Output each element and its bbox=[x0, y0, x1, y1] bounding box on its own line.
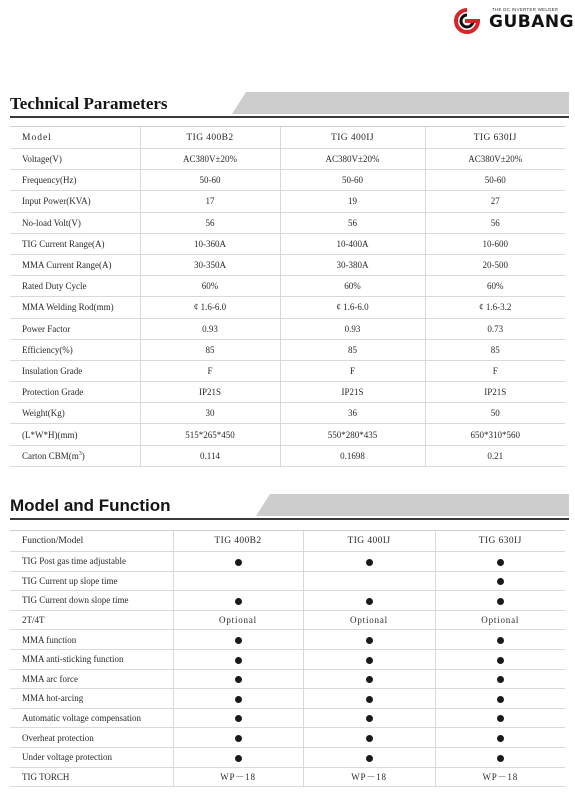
table-row bbox=[10, 610, 565, 630]
row-value: ¢ 1.6-6.0 bbox=[280, 297, 425, 318]
row-label: MMA hot-arcing bbox=[10, 689, 173, 709]
row-value: 50-60 bbox=[425, 170, 565, 191]
row-value bbox=[435, 571, 565, 591]
row-value bbox=[435, 708, 565, 728]
row-value: Optional bbox=[435, 610, 565, 630]
header-col: TIG 630IJ bbox=[425, 127, 565, 149]
row-label: 2T/4T bbox=[10, 610, 173, 630]
table-row bbox=[10, 424, 565, 445]
row-label: MMA Current Range(A) bbox=[10, 254, 140, 275]
feature-dot-icon bbox=[497, 559, 504, 566]
row-label: Input Power(KVA) bbox=[10, 191, 140, 212]
table-row bbox=[10, 689, 565, 709]
header-label: Function/Model bbox=[10, 531, 173, 552]
row-value: 30-380A bbox=[280, 254, 425, 275]
logo-mark-icon bbox=[452, 8, 482, 34]
row-label: Protection Grade bbox=[10, 382, 140, 403]
row-label: TIG Current down slope time bbox=[10, 591, 173, 611]
row-value: WP－18 bbox=[173, 767, 303, 787]
row-value bbox=[303, 630, 435, 650]
technical-parameters-table bbox=[10, 126, 565, 467]
table-row bbox=[10, 382, 565, 403]
feature-dot-icon bbox=[235, 676, 242, 683]
carton-label-prefix: Carton CBM(m bbox=[22, 450, 79, 461]
row-value bbox=[173, 649, 303, 669]
row-label: Under voltage protection bbox=[10, 747, 173, 767]
row-value: 0.114 bbox=[140, 445, 280, 466]
function-title: Model and Function bbox=[10, 496, 171, 515]
row-value: 85 bbox=[280, 339, 425, 360]
row-value: 56 bbox=[140, 212, 280, 233]
row-value bbox=[173, 552, 303, 572]
row-value bbox=[303, 689, 435, 709]
feature-dot-icon bbox=[366, 696, 373, 703]
row-value: 50-60 bbox=[140, 170, 280, 191]
table-row bbox=[10, 669, 565, 689]
row-value: 30 bbox=[140, 403, 280, 424]
feature-dot-icon bbox=[497, 657, 504, 664]
row-value: 550*280*435 bbox=[280, 424, 425, 445]
row-value bbox=[435, 630, 565, 650]
row-label: Weight(Kg) bbox=[10, 403, 140, 424]
row-label bbox=[10, 445, 140, 466]
row-value bbox=[303, 669, 435, 689]
feature-dot-icon bbox=[235, 715, 242, 722]
table-header-row bbox=[10, 127, 565, 149]
row-label: Power Factor bbox=[10, 318, 140, 339]
row-value bbox=[303, 708, 435, 728]
feature-dot-icon bbox=[366, 755, 373, 762]
table-row bbox=[10, 297, 565, 318]
row-value bbox=[173, 728, 303, 748]
table-row bbox=[10, 591, 565, 611]
table-row bbox=[10, 149, 565, 170]
row-value bbox=[173, 689, 303, 709]
feature-dot-icon bbox=[235, 657, 242, 664]
table-row bbox=[10, 747, 565, 767]
table-row bbox=[10, 571, 565, 591]
row-label: No-load Volt(V) bbox=[10, 212, 140, 233]
row-value bbox=[303, 591, 435, 611]
row-value: 0.73 bbox=[425, 318, 565, 339]
row-value: 50-60 bbox=[280, 170, 425, 191]
row-value: ¢ 1.6-6.0 bbox=[140, 297, 280, 318]
row-label: Voltage(V) bbox=[10, 149, 140, 170]
row-value: 10-360A bbox=[140, 233, 280, 254]
table-row bbox=[10, 318, 565, 339]
table-row bbox=[10, 767, 565, 787]
table-row bbox=[10, 191, 565, 212]
row-value: 56 bbox=[425, 212, 565, 233]
header-rule bbox=[10, 116, 569, 118]
row-value: AC380V±20% bbox=[425, 149, 565, 170]
carton-label-sup: 3 bbox=[78, 450, 82, 457]
row-value: 50 bbox=[425, 403, 565, 424]
table-row bbox=[10, 360, 565, 381]
feature-dot-icon bbox=[366, 637, 373, 644]
row-value: F bbox=[425, 360, 565, 381]
row-value: Optional bbox=[303, 610, 435, 630]
row-value: 515*265*450 bbox=[140, 424, 280, 445]
feature-dot-icon bbox=[366, 715, 373, 722]
row-value: 60% bbox=[140, 276, 280, 297]
row-value bbox=[435, 728, 565, 748]
header-rule bbox=[10, 518, 569, 520]
header-label: Model bbox=[10, 127, 140, 149]
header-col: TIG 400B2 bbox=[140, 127, 280, 149]
row-label: Insulation Grade bbox=[10, 360, 140, 381]
row-value: F bbox=[280, 360, 425, 381]
feature-dot-icon bbox=[235, 598, 242, 605]
row-value: 0.1698 bbox=[280, 445, 425, 466]
row-value: IP21S bbox=[140, 382, 280, 403]
row-value: 17 bbox=[140, 191, 280, 212]
feature-dot-icon bbox=[497, 715, 504, 722]
feature-dot-icon bbox=[366, 598, 373, 605]
row-value bbox=[173, 591, 303, 611]
table-row bbox=[10, 630, 565, 650]
row-value: 60% bbox=[280, 276, 425, 297]
row-value: 10-400A bbox=[280, 233, 425, 254]
table-row bbox=[10, 728, 565, 748]
row-value: WP－18 bbox=[435, 767, 565, 787]
row-value: IP21S bbox=[425, 382, 565, 403]
row-value bbox=[303, 552, 435, 572]
row-value: WP－18 bbox=[303, 767, 435, 787]
feature-dot-icon bbox=[366, 676, 373, 683]
logo-tagline: THE DC INVERTER WELDER bbox=[492, 7, 559, 12]
row-value: IP21S bbox=[280, 382, 425, 403]
table-row bbox=[10, 170, 565, 191]
feature-dot-icon bbox=[235, 637, 242, 644]
row-label: MMA Welding Rod(mm) bbox=[10, 297, 140, 318]
feature-dot-icon bbox=[366, 735, 373, 742]
row-value: 0.93 bbox=[280, 318, 425, 339]
feature-dot-icon bbox=[235, 735, 242, 742]
row-value bbox=[173, 708, 303, 728]
table-row bbox=[10, 339, 565, 360]
row-label: TIG Post gas time adjustable bbox=[10, 552, 173, 572]
feature-dot-icon bbox=[235, 696, 242, 703]
table-row bbox=[10, 708, 565, 728]
table-row bbox=[10, 445, 565, 466]
feature-dot-icon bbox=[497, 755, 504, 762]
row-value bbox=[303, 728, 435, 748]
technical-title: Technical Parameters bbox=[10, 94, 168, 113]
row-value bbox=[303, 571, 435, 591]
row-value bbox=[303, 747, 435, 767]
table-row bbox=[10, 649, 565, 669]
row-label: TIG TORCH bbox=[10, 767, 173, 787]
row-value: AC380V±20% bbox=[140, 149, 280, 170]
feature-dot-icon bbox=[497, 735, 504, 742]
row-value: F bbox=[140, 360, 280, 381]
header-col: TIG 400B2 bbox=[173, 531, 303, 552]
model-function-table bbox=[10, 530, 565, 787]
row-value: 85 bbox=[140, 339, 280, 360]
logo-name: GUBANG bbox=[489, 12, 575, 32]
row-value bbox=[435, 649, 565, 669]
feature-dot-icon bbox=[235, 559, 242, 566]
row-value bbox=[435, 747, 565, 767]
row-value bbox=[173, 630, 303, 650]
row-label: (L*W*H)(mm) bbox=[10, 424, 140, 445]
header-col: TIG 400IJ bbox=[303, 531, 435, 552]
row-value: 0.93 bbox=[140, 318, 280, 339]
table-header-row bbox=[10, 531, 565, 552]
row-label: Frequency(Hz) bbox=[10, 170, 140, 191]
row-value: 0.21 bbox=[425, 445, 565, 466]
row-value: 56 bbox=[280, 212, 425, 233]
row-value: 36 bbox=[280, 403, 425, 424]
row-label: Automatic voltage compensation bbox=[10, 708, 173, 728]
row-value bbox=[173, 669, 303, 689]
table-row bbox=[10, 233, 565, 254]
row-value: 20-500 bbox=[425, 254, 565, 275]
row-label: MMA anti-sticking function bbox=[10, 649, 173, 669]
feature-dot-icon bbox=[235, 755, 242, 762]
brand-logo bbox=[452, 4, 575, 34]
row-label: Efficiency(%) bbox=[10, 339, 140, 360]
row-value bbox=[435, 591, 565, 611]
header-band bbox=[256, 494, 569, 516]
technical-section-header bbox=[0, 92, 575, 118]
function-section-header bbox=[0, 494, 575, 520]
row-value: 10-600 bbox=[425, 233, 565, 254]
row-value bbox=[435, 689, 565, 709]
feature-dot-icon bbox=[366, 559, 373, 566]
row-label: TIG Current Range(A) bbox=[10, 233, 140, 254]
header-col: TIG 400IJ bbox=[280, 127, 425, 149]
feature-dot-icon bbox=[497, 637, 504, 644]
feature-dot-icon bbox=[497, 598, 504, 605]
row-value: 27 bbox=[425, 191, 565, 212]
row-value bbox=[435, 669, 565, 689]
table-row bbox=[10, 254, 565, 275]
header-band bbox=[232, 92, 569, 114]
feature-dot-icon bbox=[497, 578, 504, 585]
feature-dot-icon bbox=[497, 676, 504, 683]
row-value: AC380V±20% bbox=[280, 149, 425, 170]
table-row bbox=[10, 403, 565, 424]
table-row bbox=[10, 552, 565, 572]
row-value: 19 bbox=[280, 191, 425, 212]
header-col: TIG 630IJ bbox=[435, 531, 565, 552]
row-value: Optional bbox=[173, 610, 303, 630]
row-label: MMA arc force bbox=[10, 669, 173, 689]
row-value bbox=[435, 552, 565, 572]
row-label: MMA function bbox=[10, 630, 173, 650]
row-value bbox=[173, 571, 303, 591]
carton-label-suffix: ) bbox=[81, 450, 85, 461]
row-label: Rated Duty Cycle bbox=[10, 276, 140, 297]
row-value: ¢ 1.6-3.2 bbox=[425, 297, 565, 318]
row-label: TIG Current up slope time bbox=[10, 571, 173, 591]
feature-dot-icon bbox=[366, 657, 373, 664]
row-value: 85 bbox=[425, 339, 565, 360]
feature-dot-icon bbox=[497, 696, 504, 703]
row-value: 60% bbox=[425, 276, 565, 297]
row-value: 30-350A bbox=[140, 254, 280, 275]
row-label: Overheat protection bbox=[10, 728, 173, 748]
table-row bbox=[10, 212, 565, 233]
table-row bbox=[10, 276, 565, 297]
row-value bbox=[303, 649, 435, 669]
row-value bbox=[173, 747, 303, 767]
row-value: 650*310*560 bbox=[425, 424, 565, 445]
